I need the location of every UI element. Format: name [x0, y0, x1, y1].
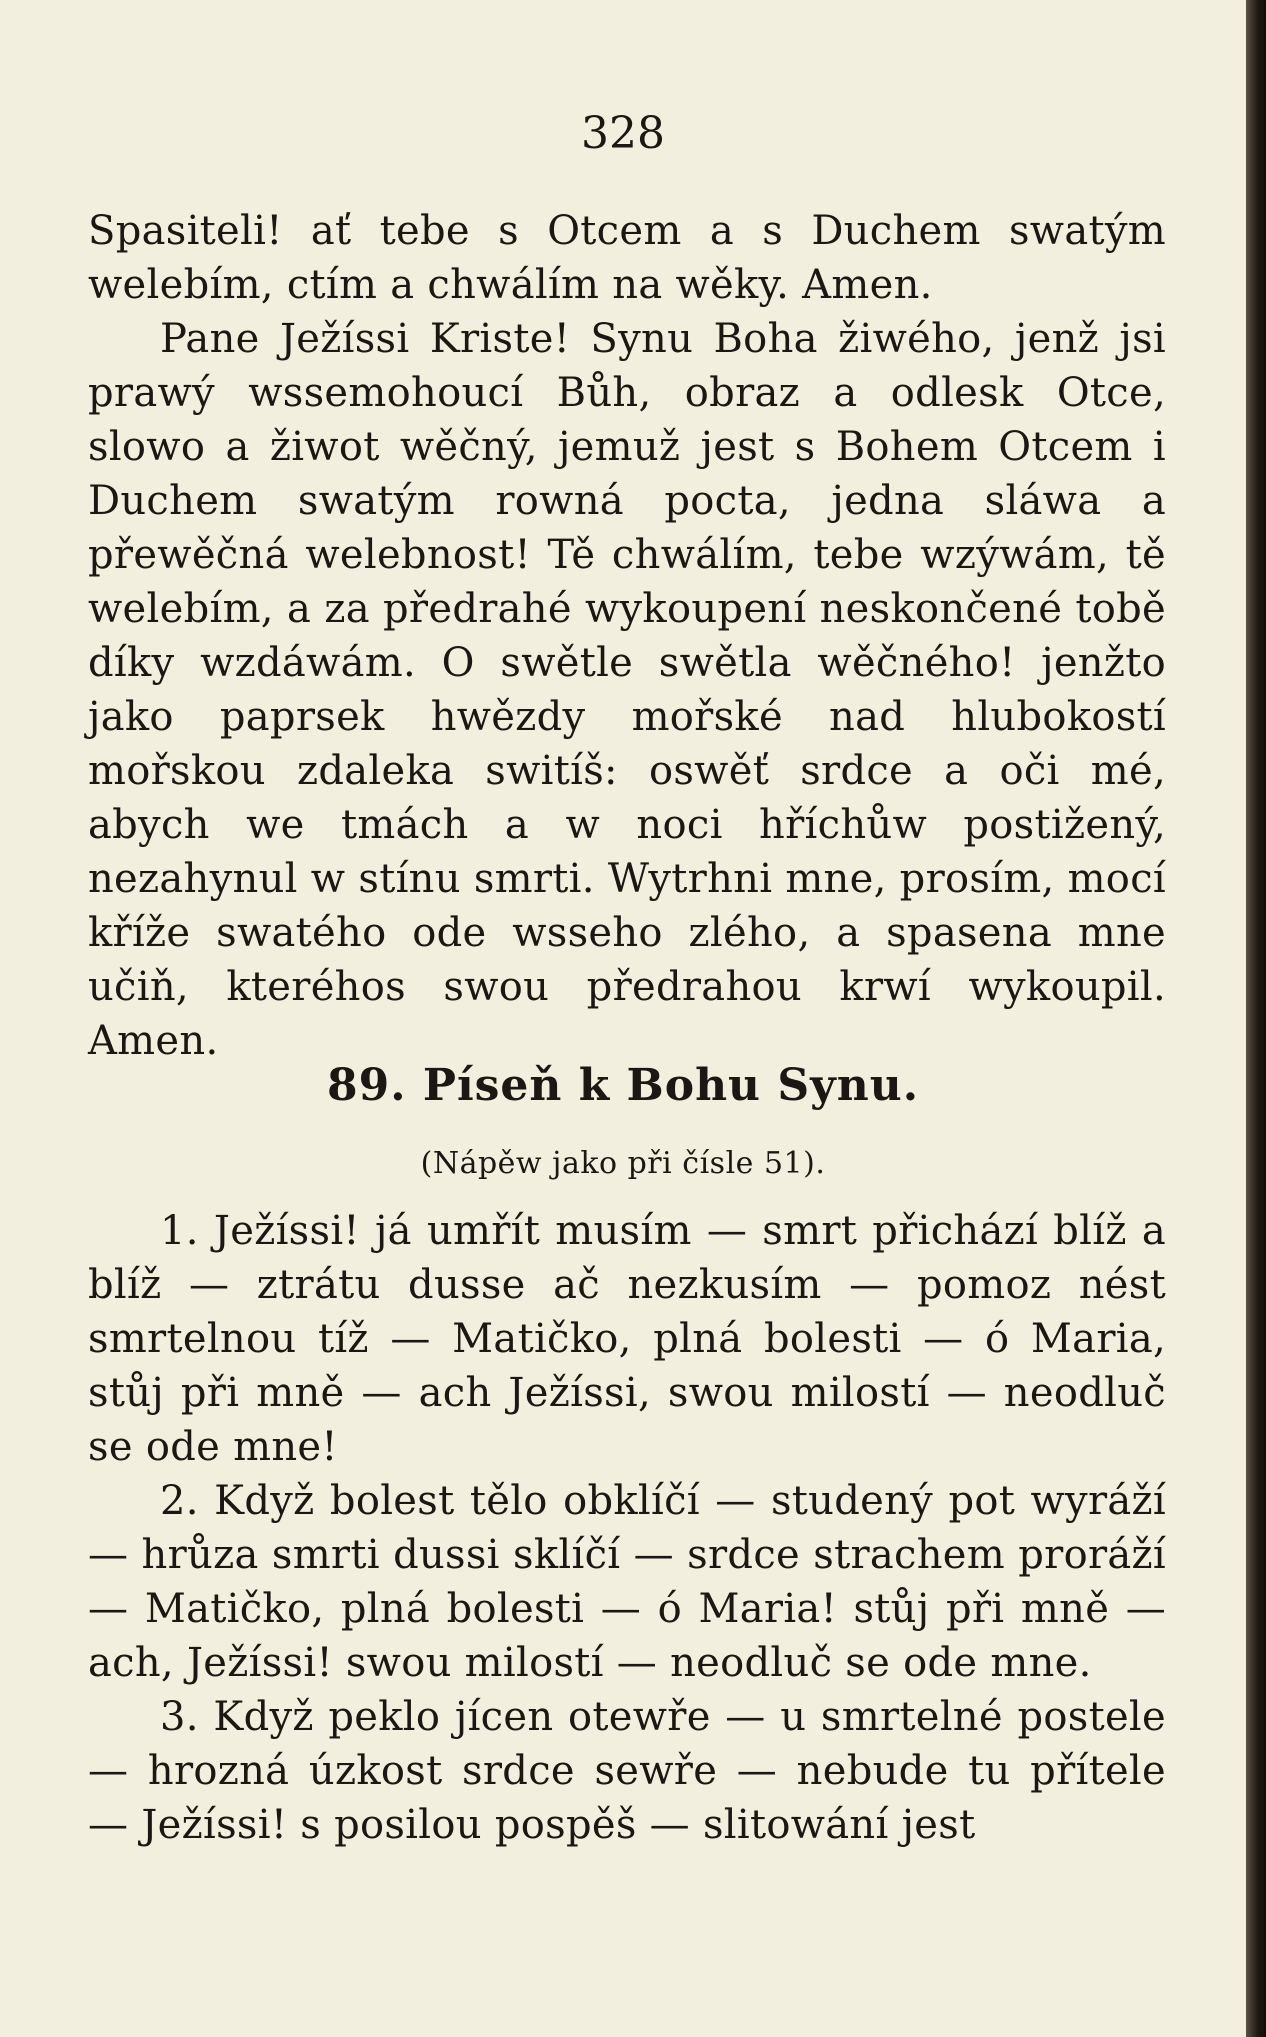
hymn-verse: 1. Ježíssi! já umřít musím — smrt přichází blíž a blíž — ztrátu dusse ač nezkusím — pomoz nést smrtelnou tíž — Matičko, plná bolesti — ó Maria, stůj při mně — ach Ježíssi, swou milostí — neodluč se ode mne! — [88, 1208, 1166, 1470]
hymn-verses — [88, 1204, 1166, 1852]
prayer-paragraph: Spasiteli! ať tebe s Otcem a s Duchem swatým welebím, ctím a chwálím na wěky. Amen. — [88, 208, 1166, 308]
melody-note: (Nápěw jako při čísle 51). — [420, 1146, 826, 1181]
page-edge-shadow — [1246, 0, 1266, 2037]
page-number: 328 — [581, 108, 665, 159]
hymn-verse: 2. Když bolest tělo obklíčí — studený pot wyráží — hrůza smrti dussi sklíčí — srdce strachem proráží — Matičko, plná bolesti — ó Maria! stůj při mně — ach, Ježíssi! swou milostí — neodluč se ode mne. — [88, 1478, 1166, 1686]
hymn-heading: 89. Píseň k Bohu Synu. — [326, 1060, 920, 1111]
hymn-verse: 3. Když peklo jícen otewře — u smrtelné postele — hrozná úzkost srdce sewře — nebude tu přítele — Ježíssi! s posilou pospěš — slitowání jest — [88, 1694, 1166, 1848]
prayer-paragraph: Pane Ježíssi Kriste! Synu Boha žiwého, jenž jsi prawý wssemohoucí Bůh, obraz a odlesk Otce, slowo a žiwot wěčný, jemuž jest s Bohem Otcem i Duchem swatým rowná pocta, jedna sláwa a přewěčná welebnost! Tě chwálím, tebe wzýwám, tě welebím, a za předrahé wykoupení neskončené tobě díky wzdáwám. O swětle swětla wěčného! jenžto jako paprsek hwězdy mořské nad hlubokostí mořskou zdaleka switíš: oswěť srdce a oči mé, abych we tmách a w noci hříchůw postižený, nezahynul w stínu smrti. Wytrhni mne, prosím, mocí kříže swatého ode wsseho zlého, a spasena mne učiň, kteréhos swou předrahou krwí wykoupil. Amen. — [88, 316, 1166, 1064]
prayer-text — [88, 204, 1166, 1068]
